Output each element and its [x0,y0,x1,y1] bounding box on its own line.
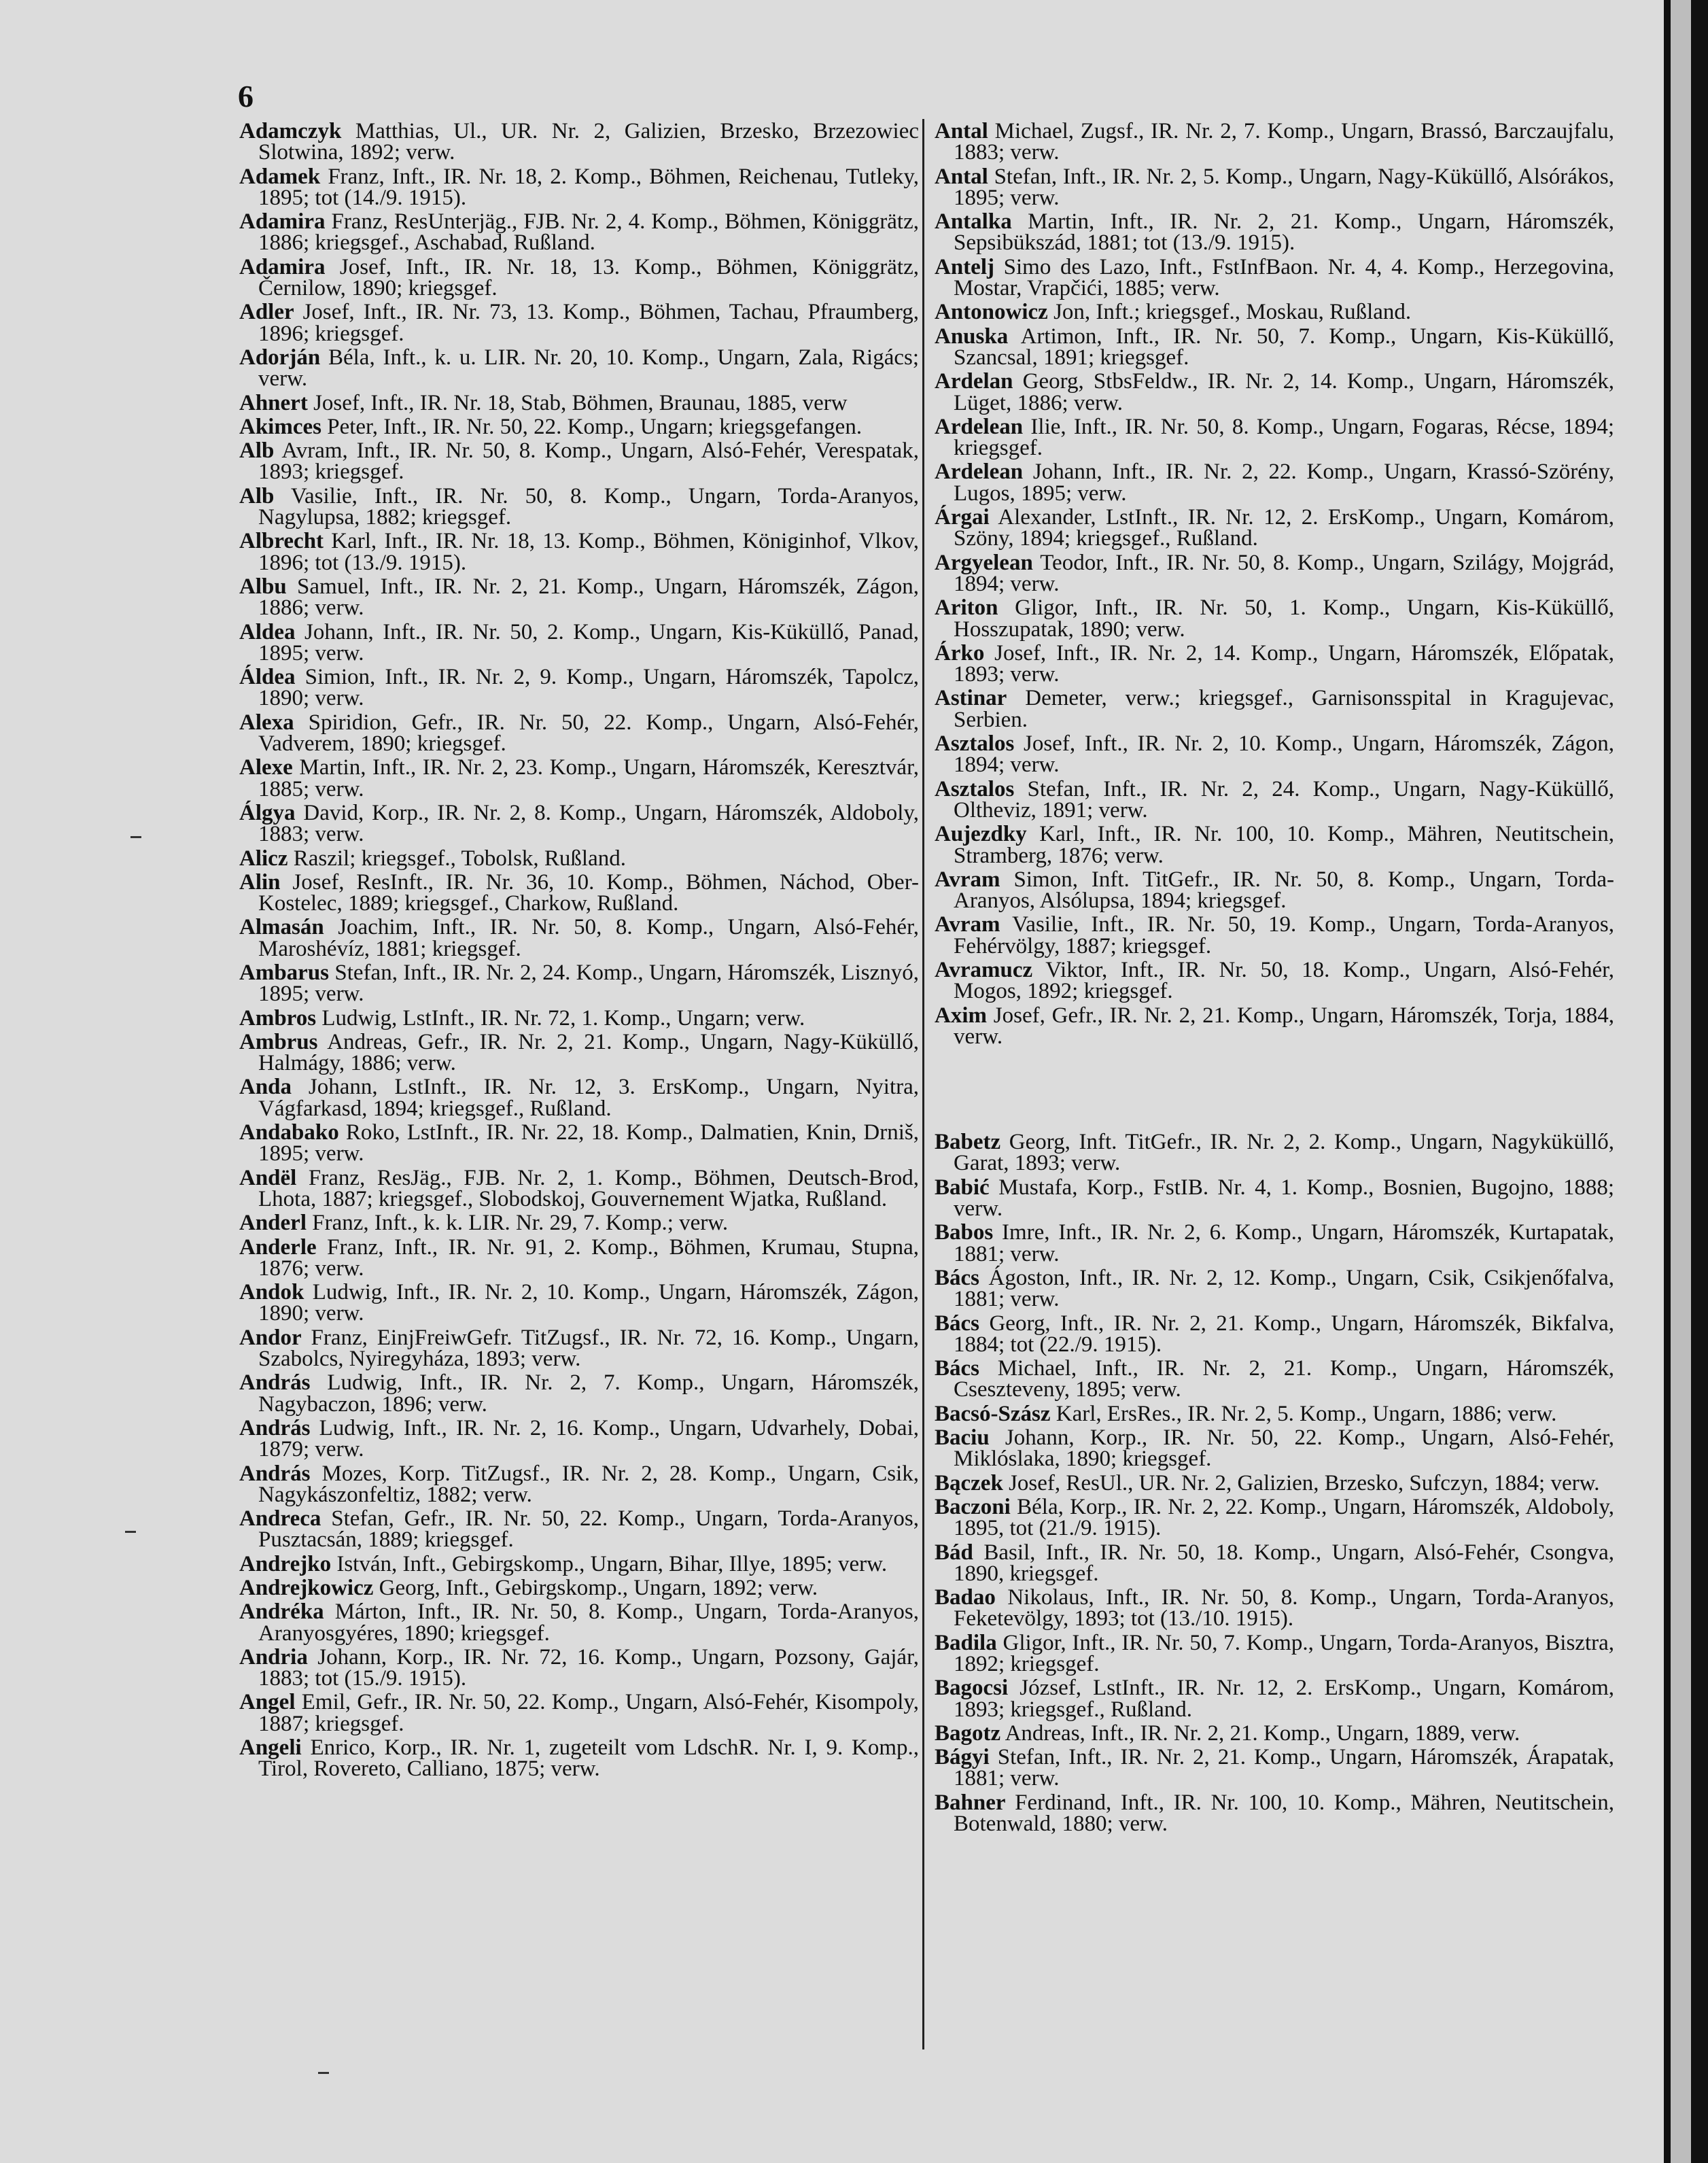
entry-details: Samuel, Inft., IR. Nr. 2, 21. Komp., Ungarn, Háromszék, Zágon, 1886; verw. [258,574,919,621]
register-entry [935,302,1614,323]
register-entry [239,1578,919,1599]
entry-details: Ágoston, Inft., IR. Nr. 2, 12. Komp., Ungarn, Csik, Csikjenőfalva, 1881; verw. [954,1265,1614,1312]
register-entry [935,1790,1614,1837]
entry-details: Johann, Korp., IR. Nr. 50, 22. Komp., Ungarn, Alsó-Fehér, Miklóslaka, 1890; kriegsgef. [954,1425,1615,1472]
entry-details: Nikolaus, Inft., IR. Nr. 50, 8. Komp., Ungarn, Torda-Aranyos, Feketevölgy, 1893; tot (13./10. 1915). [954,1585,1615,1631]
register-entry [935,164,1615,210]
register-entry [239,483,920,530]
register-entry [239,1005,919,1031]
entry-details: Emil, Gefr., IR. Nr. 50, 22. Komp., Ungarn, Alsó-Fehér, Kisompoly, 1887; kriegsgef. [258,1690,920,1736]
entry-surname: Antelj [935,254,994,279]
entry-details: Stefan, Inft., IR. Nr. 2, 24. Komp., Ungarn, Nagy-Küküllő, Oltheviz, 1891; verw. [954,776,1614,823]
entry-surname: Adamek [239,164,321,189]
right-column-b-section [935,1132,1614,1835]
register-entry [239,1122,919,1165]
entry-surname: Alin [239,869,281,895]
entry-surname: Angeli [239,1735,302,1761]
entry-surname: Antalka [935,209,1012,235]
register-entry [239,619,919,665]
entry-surname: Babetz [935,1130,1001,1155]
register-entry [239,1282,919,1325]
entry-details: Karl, Inft., IR. Nr. 18, 13. Komp., Böhmen, Königinhof, Vlkov, 1896; tot (13./9. 1915). [258,529,920,575]
register-entry [239,1325,920,1372]
entry-surname: Albu [239,574,287,599]
entry-surname: Adorján [239,345,321,370]
register-entry [239,1644,919,1691]
register-entry [935,254,1615,301]
register-entry [935,595,1615,642]
entry-surname: Asztalos [935,731,1015,757]
register-entry [935,1358,1614,1401]
entry-details: Andreas, Gefr., IR. Nr. 2, 21. Komp., Ungarn, Nagy-Küküllő, Halmágy, 1886; verw. [258,1029,919,1076]
register-entry [935,1630,1615,1676]
margin-mark [125,1531,136,1533]
entry-details: Josef, Inft., IR. Nr. 2, 10. Komp., Ungarn, Háromszék, Zágon, 1894; verw. [954,731,1615,778]
register-entry [239,121,919,164]
register-entry [239,1165,919,1211]
entry-surname: Astinar [935,686,1007,711]
entry-surname: Adamira [239,254,326,279]
entry-surname: Baczoni [935,1494,1011,1519]
entry-details: Josef, ResUl., UR. Nr. 2, Galizien, Brzesko, Sufczyn, 1884; verw. [1009,1470,1600,1495]
register-entry [239,1737,919,1780]
entry-details: Simion, Inft., IR. Nr. 2, 9. Komp., Ungarn, Háromszék, Tapolcz, 1890; verw. [258,665,919,711]
section-gap [935,1050,1614,1132]
register-entry [239,414,919,439]
entry-details: Georg, StbsFeldw., IR. Nr. 2, 14. Komp., Ungarn, Háromszék, Lüget, 1886; verw. [954,369,1614,415]
entry-details: Ferdinand, Inft., IR. Nr. 100, 10. Komp., Mähren, Neutitschein, Botenwald, 1880; verw. [954,1790,1614,1837]
register-entry [239,1461,919,1507]
entry-details: Mustafa, Korp., FstIB. Nr. 4, 1. Komp., Bosnien, Bugojno, 1888; verw. [954,1175,1614,1222]
entry-surname: Alb [239,438,275,464]
left-column [239,121,919,1783]
entry-details: Franz, EinjFreiwGefr. TitZugsf., IR. Nr. 72, 16. Komp., Ungarn, Szabolcs, Nyiregyháza, 1893; verw. [258,1325,920,1372]
entry-details: Franz, Inft., IR. Nr. 91, 2. Komp., Böhmen, Krumau, Stupna, 1876; verw. [258,1234,919,1281]
register-entry [935,1427,1614,1470]
entry-surname: Andréka [239,1599,324,1625]
register-entry [935,1222,1614,1265]
register-entry [239,667,919,710]
register-entry [935,121,1614,164]
entry-details: Viktor, Inft., IR. Nr. 50, 18. Komp., Ungarn, Alsó-Fehér, Mogos, 1892; kriegsgef. [954,957,1615,1004]
entry-surname: Ambrus [239,1029,318,1054]
register-entry [239,1213,919,1234]
entry-details: Raszil; kriegsgef., Tobolsk, Rußland. [293,846,626,871]
entry-details: Matthias, Ul., UR. Nr. 2, Galizien, Brzesko, Brzezowiec Slotwina, 1892; verw. [258,119,919,165]
register-entry [935,1678,1614,1720]
register-entry [935,414,1615,461]
register-entry [239,164,919,210]
entry-details: Teodor, Inft., IR. Nr. 50, 8. Komp., Ungarn, Szilágy, Mojgrád, 1894; verw. [954,550,1614,596]
register-entry [239,1234,919,1281]
entry-details: Martin, Inft., IR. Nr. 2, 23. Komp., Ungarn, Háromszék, Keresztvár, 1885; verw. [258,755,919,801]
register-entry [935,1265,1614,1312]
register-entry [239,302,919,345]
entry-surname: András [239,1461,311,1486]
entry-details: Jon, Inft.; kriegsgef., Moskau, Rußland. [1053,300,1412,325]
register-entry [239,531,919,574]
entry-details: Vasilie, Inft., IR. Nr. 50, 8. Komp., Ungarn, Torda-Aranyos, Nagylupsa, 1882; kriegsgef. [258,483,920,530]
entry-surname: Asztalos [935,776,1015,801]
entry-details: Ludwig, Inft., IR. Nr. 2, 10. Komp., Ungarn, Háromszék, Zágon, 1890; verw. [258,1280,919,1326]
entry-surname: Aujezdky [935,822,1027,847]
register-entry [239,440,919,483]
entry-details: Avram, Inft., IR. Nr. 50, 8. Komp., Ungarn, Alsó-Fehér, Verespatak, 1893; kriegsgef. [258,438,919,485]
entry-details: Josef, Inft., IR. Nr. 18, Stab, Böhmen, Braunau, 1885, verw [313,390,848,415]
register-entry [239,917,919,960]
entry-surname: András [239,1415,311,1440]
entry-surname: Bagocsi [935,1676,1009,1701]
entry-details: Ludwig, Inft., IR. Nr. 2, 16. Komp., Ungarn, Udvarhely, Dobai, 1879; verw. [258,1415,919,1462]
entry-surname: Badila [935,1630,997,1655]
register-entry [239,211,919,254]
register-entry [935,1313,1614,1356]
register-entry [935,371,1614,414]
register-entry [239,712,919,755]
entry-details: István, Inft., Gebirgskomp., Ungarn, Bihar, Illye, 1895; verw. [336,1551,888,1576]
entry-surname: Andabako [239,1120,339,1145]
register-entry [935,550,1614,596]
entry-details: Ilie, Inft., IR. Nr. 50, 8. Komp., Ungarn, Fogaras, Récse, 1894; kriegsgef. [954,414,1615,461]
register-entry [935,211,1614,254]
entry-surname: Árgai [935,505,990,530]
entry-details: Georg, Inft. TitGefr., IR. Nr. 2, 2. Komp., Ungarn, Nagyküküllő, Garat, 1893; verw. [954,1130,1614,1176]
register-entry [935,914,1614,957]
entry-surname: Angel [239,1690,296,1715]
entry-surname: Ahnert [239,390,308,415]
entry-details: Alexander, LstInft., IR. Nr. 12, 2. ErsKomp., Ungarn, Komárom, Szöny, 1894; kriegsgef., Rußland. [954,505,1614,551]
entry-details: Joachim, Inft., IR. Nr. 50, 8. Komp., Ungarn, Alsó-Fehér, Maroshévíz, 1881; kriegsgef. [258,915,919,961]
right-column [935,121,1614,1837]
register-entry [935,869,1614,912]
entry-details: Márton, Inft., IR. Nr. 50, 8. Komp., Ungarn, Torda-Aranyos, Aranyosgyéres, 1890; kriegsgef. [258,1599,919,1646]
entry-surname: Axim [935,1003,987,1028]
entry-surname: Alexe [239,755,293,780]
entry-details: Johann, LstInft., IR. Nr. 12, 3. ErsKomp., Ungarn, Nyitra, Vágfarkasd, 1894; kriegsgef., Rußland. [258,1075,920,1121]
register-entry [239,1415,919,1462]
register-entry [239,848,919,869]
register-entry [935,957,1615,1004]
entry-details: Béla, Inft., k. u. LIR. Nr. 20, 10. Komp., Ungarn, Zala, Rigács; verw. [258,345,920,392]
entry-details: Simon, Inft. TitGefr., IR. Nr. 50, 8. Komp., Ungarn, Torda-Aranyos, Alsólupsa, 1894; kriegsgef. [954,867,1615,914]
entry-details: Demeter, verw.; kriegsgef., Garnisonsspital in Kragujevac, Serbien. [954,686,1615,732]
entry-details: Michael, Zugsf., IR. Nr. 2, 7. Komp., Ungarn, Brassó, Barczaujfalu, 1883; verw. [954,119,1614,165]
column-divider [922,119,924,2049]
entry-surname: Albrecht [239,529,324,554]
register-entry [935,1587,1614,1630]
entry-surname: András [239,1370,311,1396]
entry-details: Enrico, Korp., IR. Nr. 1, zugeteilt vom LdschR. Nr. I, 9. Komp., Tirol, Rovereto, Calliano, 1875; verw. [258,1735,920,1782]
register-entry [239,347,919,390]
entry-details: Béla, Korp., IR. Nr. 2, 22. Komp., Ungarn, Háromszék, Aldoboly, 1895, tot (21./9. 1915). [954,1494,1614,1541]
register-entry [935,733,1614,776]
entry-details: Ludwig, LstInft., IR. Nr. 72, 1. Komp., Ungarn; verw. [321,1005,805,1031]
entry-surname: Bács [935,1311,979,1336]
register-entry [935,1470,1614,1495]
entry-details: Georg, Inft., IR. Nr. 2, 21. Komp., Ungarn, Háromszék, Bikfalva, 1884; tot (22./9. 1915). [954,1311,1615,1357]
entry-details: Stefan, Inft., IR. Nr. 2, 21. Komp., Ungarn, Háromszék, Árapatak, 1881; verw. [954,1745,1615,1791]
register-entry [239,1077,919,1120]
entry-surname: Andreca [239,1506,321,1532]
entry-surname: Bágyi [935,1745,990,1770]
register-entry [935,507,1614,550]
entry-surname: Antonowicz [935,300,1048,325]
register-entry [239,1372,919,1415]
register-entry [935,776,1614,823]
entry-details: Imre, Inft., IR. Nr. 2, 6. Komp., Ungarn, Háromszék, Kurtapatak, 1881; verw. [954,1220,1614,1266]
entry-details: Roko, LstInft., IR. Nr. 22, 18. Komp., Dalmatien, Knin, Drniš, 1895; verw. [258,1120,920,1166]
entry-surname: Bács [935,1356,979,1381]
entry-details: Peter, Inft., IR. Nr. 50, 22. Komp., Ungarn; kriegsgefangen. [327,414,862,439]
register-entry [239,390,919,415]
entry-surname: Bączek [935,1470,1003,1495]
entry-details: Gligor, Inft., IR. Nr. 50, 7. Komp., Ungarn, Torda-Aranyos, Bisztra, 1892; kriegsgef. [954,1630,1615,1676]
entry-surname: Antal [935,164,988,189]
entry-surname: Aldea [239,619,296,644]
entry-details: Franz, ResJäg., FJB. Nr. 2, 1. Komp., Böhmen, Deutsch-Brod, Lhota, 1887; kriegsgef., Slobodskoj, Gouvernement Wjatka, Rußland. [258,1165,919,1211]
entry-details: József, LstInft., IR. Nr. 12, 2. ErsKomp., Ungarn, Komárom, 1893; kriegsgef., Rußland. [954,1676,1615,1722]
entry-details: Franz, Inft., IR. Nr. 18, 2. Komp., Böhmen, Reichenau, Tutleky, 1895; tot (14./9. 1915). [258,164,919,210]
entry-surname: Bahner [935,1790,1006,1815]
entry-details: Franz, Inft., k. k. LIR. Nr. 29, 7. Komp.; verw. [312,1211,729,1236]
entry-surname: Bács [935,1265,979,1290]
margin-mark [130,836,141,838]
entry-surname: Andok [239,1280,304,1305]
entry-details: Artimon, Inft., IR. Nr. 50, 7. Komp., Ungarn, Kis-Küküllő, Szancsal, 1891; kriegsgef. [954,324,1614,370]
entry-details: Gligor, Inft., IR. Nr. 50, 1. Komp., Ungarn, Kis-Küküllő, Hosszupatak, 1890; verw. [954,595,1615,642]
entry-details: Josef, Inft., IR. Nr. 73, 13. Komp., Böhmen, Tachau, Pfraumberg, 1896; kriegsgef. [258,300,919,346]
entry-surname: Badao [935,1585,996,1610]
page-number: 6 [238,79,254,114]
entry-surname: Ambarus [239,960,330,985]
entry-details: Vasilie, Inft., IR. Nr. 50, 19. Komp., Ungarn, Torda-Aranyos, Fehérvölgy, 1887; kriegsgef. [954,912,1614,958]
register-entry [239,800,919,847]
entry-surname: Andrejko [239,1551,332,1576]
register-entry [935,1720,1614,1746]
entry-surname: Babić [935,1175,990,1200]
register-entry [239,576,919,619]
register-entry [239,1508,919,1551]
entry-surname: Anderle [239,1234,317,1260]
entry-surname: Alicz [239,846,288,871]
entry-surname: Alb [239,483,275,508]
register-entry [935,1005,1614,1048]
entry-details: Martin, Inft., IR. Nr. 2, 21. Komp., Ungarn, Háromszék, Sepsibükszád, 1881; tot (13./9. 1915). [954,209,1615,256]
entry-surname: Andria [239,1644,308,1669]
register-entry [239,1029,919,1076]
entry-surname: Bád [935,1540,973,1565]
register-entry [935,1177,1614,1220]
entry-details: Stefan, Inft., IR. Nr. 2, 24. Komp., Ungarn, Háromszék, Lisznyó, 1895; verw. [258,960,920,1007]
entry-surname: Argyelean [935,550,1033,575]
entry-surname: Bacsó-Szász [935,1401,1051,1426]
entry-surname: Baciu [935,1425,990,1451]
register-entry [935,1747,1614,1790]
entry-surname: Avramucz [935,957,1033,982]
entry-details: Andreas, Inft., IR. Nr. 2, 21. Komp., Ungarn, 1889, verw. [1005,1720,1520,1746]
register-entry [935,1494,1614,1541]
entry-surname: Ambros [239,1005,317,1031]
entry-details: Franz, ResUnterjäg., FJB. Nr. 2, 4. Komp., Böhmen, Königgrätz, 1886; kriegsgef., Aschabad, Rußland. [258,209,919,256]
register-entry [935,640,1614,687]
entry-surname: Adamczyk [239,119,342,143]
entry-details: Simo des Lazo, Inft., FstInfBaon. Nr. 4, 4. Komp., Herzegovina, Mostar, Vrapčići, 1885; verw. [954,254,1615,301]
entry-details: Georg, Inft., Gebirgskomp., Ungarn, 1892; verw. [379,1576,818,1600]
entry-details: Johann, Inft., IR. Nr. 2, 22. Komp., Ungarn, Krassó-Szörény, Lugos, 1895; verw. [954,460,1615,506]
entry-surname: Avram [935,912,1000,937]
register-entry [239,869,920,916]
entry-surname: Andël [239,1165,297,1190]
margin-mark [318,2072,329,2074]
entry-surname: Andor [239,1325,302,1350]
entry-surname: Ardelan [935,369,1013,394]
entry-details: Johann, Inft., IR. Nr. 50, 2. Komp., Ungarn, Kis-Küküllő, Panad, 1895; verw. [258,619,919,665]
entry-surname: Antal [935,119,988,143]
entry-details: David, Korp., IR. Nr. 2, 8. Komp., Ungarn, Háromszék, Aldoboly, 1883; verw. [258,800,919,847]
register-entry [935,1401,1614,1426]
entry-details: Karl, ErsRes., IR. Nr. 2, 5. Komp., Ungarn, 1886; verw. [1056,1401,1557,1426]
entry-surname: Adamira [239,209,326,235]
entry-surname: Anuska [935,324,1009,349]
entry-surname: Akimces [239,414,321,439]
register-entry [935,326,1614,369]
register-entry [239,1692,919,1735]
entry-details: Josef, ResInft., IR. Nr. 36, 10. Komp., Böhmen, Náchod, Ober-Kostelec, 1889; kriegsgef., Charkow, Rußland. [258,869,920,916]
entry-details: Johann, Korp., IR. Nr. 72, 16. Komp., Ungarn, Pozsony, Gajár, 1883; tot (15./9. 1915). [258,1644,919,1691]
register-entry [935,1542,1614,1585]
register-entry [239,1599,919,1646]
register-entry [239,254,919,301]
register-entry [935,824,1614,867]
entry-surname: Avram [935,867,1000,892]
entry-details: Stefan, Inft., IR. Nr. 2, 5. Komp., Ungarn, Nagy-Küküllő, Alsórákos, 1895; verw. [954,164,1615,210]
register-entry [239,960,920,1007]
entry-surname: Babos [935,1220,994,1245]
register-entry [935,1132,1614,1175]
entry-details: Basil, Inft., IR. Nr. 50, 18. Komp., Ungarn, Alsó-Fehér, Csongva, 1890, kriegsgef. [954,1540,1614,1586]
entry-surname: Alexa [239,710,294,735]
entry-surname: Ardelean [935,414,1024,439]
entry-surname: Ariton [935,595,998,621]
entry-details: Stefan, Gefr., IR. Nr. 50, 22. Komp., Ungarn, Torda-Aranyos, Pusztacsán, 1889; kriegsgef. [258,1506,920,1553]
entry-surname: Bagotz [935,1720,1001,1746]
register-entry [935,462,1614,504]
entry-details: Ludwig, Inft., IR. Nr. 2, 7. Komp., Ungarn, Háromszék, Nagybaczon, 1896; verw. [258,1370,920,1417]
entry-details: Mozes, Korp. TitZugsf., IR. Nr. 2, 28. Komp., Ungarn, Csik, Nagykászonfeltiz, 1882; verw. [258,1461,919,1507]
entry-details: Josef, Inft., IR. Nr. 2, 14. Komp., Ungarn, Háromszék, Előpatak, 1893; verw. [954,640,1614,687]
entry-surname: Anderl [239,1211,307,1236]
entry-surname: Almasán [239,915,324,940]
entry-details: Josef, Inft., IR. Nr. 18, 13. Komp., Böhmen, Königgrätz, Černilow, 1890; kriegsgef. [258,254,919,301]
entry-surname: Andrejkowicz [239,1576,374,1600]
register-entry [239,1551,919,1576]
register-entry [935,688,1614,731]
entry-surname: Álgya [239,800,296,825]
next-page-edge [1671,0,1691,2163]
entry-surname: Árko [935,640,985,665]
entry-surname: Anda [239,1075,292,1100]
register-entry [239,757,919,800]
entry-details: Spiridion, Gefr., IR. Nr. 50, 22. Komp., Ungarn, Alsó-Fehér, Vadverem, 1890; kriegsgef. [258,710,920,757]
entry-details: Karl, Inft., IR. Nr. 100, 10. Komp., Mähren, Neutitschein, Stramberg, 1876; verw. [954,822,1615,868]
right-column-a-section [935,121,1614,1048]
entry-details: Josef, Gefr., IR. Nr. 2, 21. Komp., Ungarn, Háromszék, Torja, 1884, verw. [954,1003,1615,1049]
entry-surname: Ardelean [935,460,1024,485]
entry-surname: Áldea [239,665,296,690]
entry-surname: Adler [239,300,294,325]
entry-details: Michael, Inft., IR. Nr. 2, 21. Komp., Ungarn, Háromszék, Cseszteveny, 1895; verw. [954,1356,1615,1402]
